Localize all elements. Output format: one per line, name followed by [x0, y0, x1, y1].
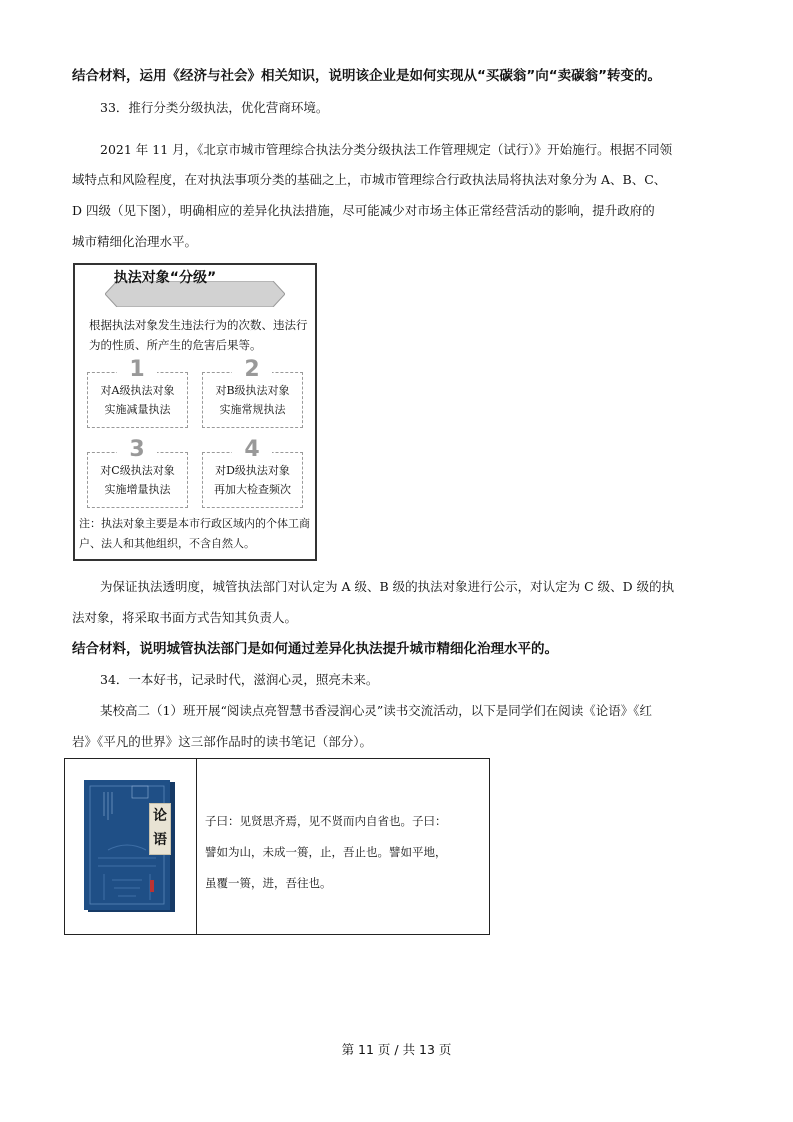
q33-para1-line1: 2021 年 11 月，《北京市城市管理综合执法分类分级执法工作管理规定（试行）》开始施行。根据不同领	[100, 142, 673, 157]
grade-number-4: 4	[232, 438, 272, 462]
q33-prompt: 结合材料，说明城管执法部门是如何通过差异化执法提升城市精细化治理水平的。	[72, 641, 558, 657]
book-title-char-1: 论	[153, 808, 167, 824]
quote-line2: 譬如为山，未成一篑，止，吾止也。譬如平地，	[205, 845, 447, 859]
grade-number-3: 3	[117, 438, 157, 462]
grade-b-line1: 对B级执法对象	[215, 384, 290, 397]
q34-para-line1: 某校高二（1）班开展“阅读点亮智慧书香浸润心灵”读书交流活动，以下是同学们在阅读《论语》《红	[100, 703, 652, 718]
q34-title: 34．一本好书，记录时代，滋润心灵，照亮未来。	[100, 672, 379, 687]
grade-b-line2: 实施常规执法	[219, 403, 286, 416]
grade-c-line1: 对C级执法对象	[100, 464, 175, 477]
grade-a-line1: 对A级执法对象	[100, 384, 175, 397]
infographic-title: 执法对象“分级”	[113, 270, 217, 286]
grade-number-1: 1	[117, 358, 157, 382]
infographic-note: 注：执法对象主要是本市行政区域内的个体工商户、法人和其他组织，不含自然人。	[79, 517, 310, 550]
q34-para-line2: 岩》《平凡的世界》这三部作品时的读书笔记（部分）。	[72, 734, 373, 749]
q32-prompt: 结合材料，运用《经济与社会》相关知识，说明该企业是如何实现从“买碳翁”向“卖碳翁”转变的。	[72, 68, 661, 84]
grade-c-line2: 实施增量执法	[104, 483, 171, 496]
q33-title: 33．推行分类分级执法，优化营商环境。	[100, 100, 329, 115]
q33-para1-line2: 域特点和风险程度，在对执法事项分类的基础之上，市城市管理综合行政执法局将执法对象分为 A、B、C、	[72, 172, 667, 187]
q33-para2-line1: 为保证执法透明度，城管执法部门对认定为 A 级、B 级的执法对象进行公示，对认定为 C 级、D 级的执	[100, 579, 675, 594]
reading-notes-table	[64, 758, 490, 935]
analects-quote	[205, 806, 485, 899]
infographic-panel	[73, 263, 317, 561]
q33-para2-line2: 法对象，将采取书面方式告知其负责人。	[72, 610, 298, 625]
book-title-char-2: 语	[153, 832, 167, 848]
q33-para1-line4: 城市精细化治理水平。	[72, 234, 198, 249]
grade-number-2: 2	[232, 358, 272, 382]
grade-d-line2: 再加大检查频次	[214, 483, 291, 496]
grade-a-line2: 实施减量执法	[104, 403, 171, 416]
grade-d-line1: 对D级执法对象	[215, 464, 290, 477]
page-footer: 第 11 页 / 共 13 页	[341, 1042, 452, 1057]
book-title-label	[149, 803, 171, 855]
quote-line1: 子曰：见贤思齐焉，见不贤而内自省也。子曰：	[205, 814, 447, 828]
quote-line3: 虽覆一篑，进，吾往也。	[205, 876, 332, 890]
table-divider	[196, 759, 197, 934]
q33-para1-line3: D 四级（见下图），明确相应的差异化执法措施，尽可能减少对市场主体正常经营活动的影响，提升政府的	[72, 203, 655, 218]
infographic-description: 根据执法对象发生违法行为的次数、违法行为的性质、所产生的危害后果等。	[89, 318, 308, 352]
